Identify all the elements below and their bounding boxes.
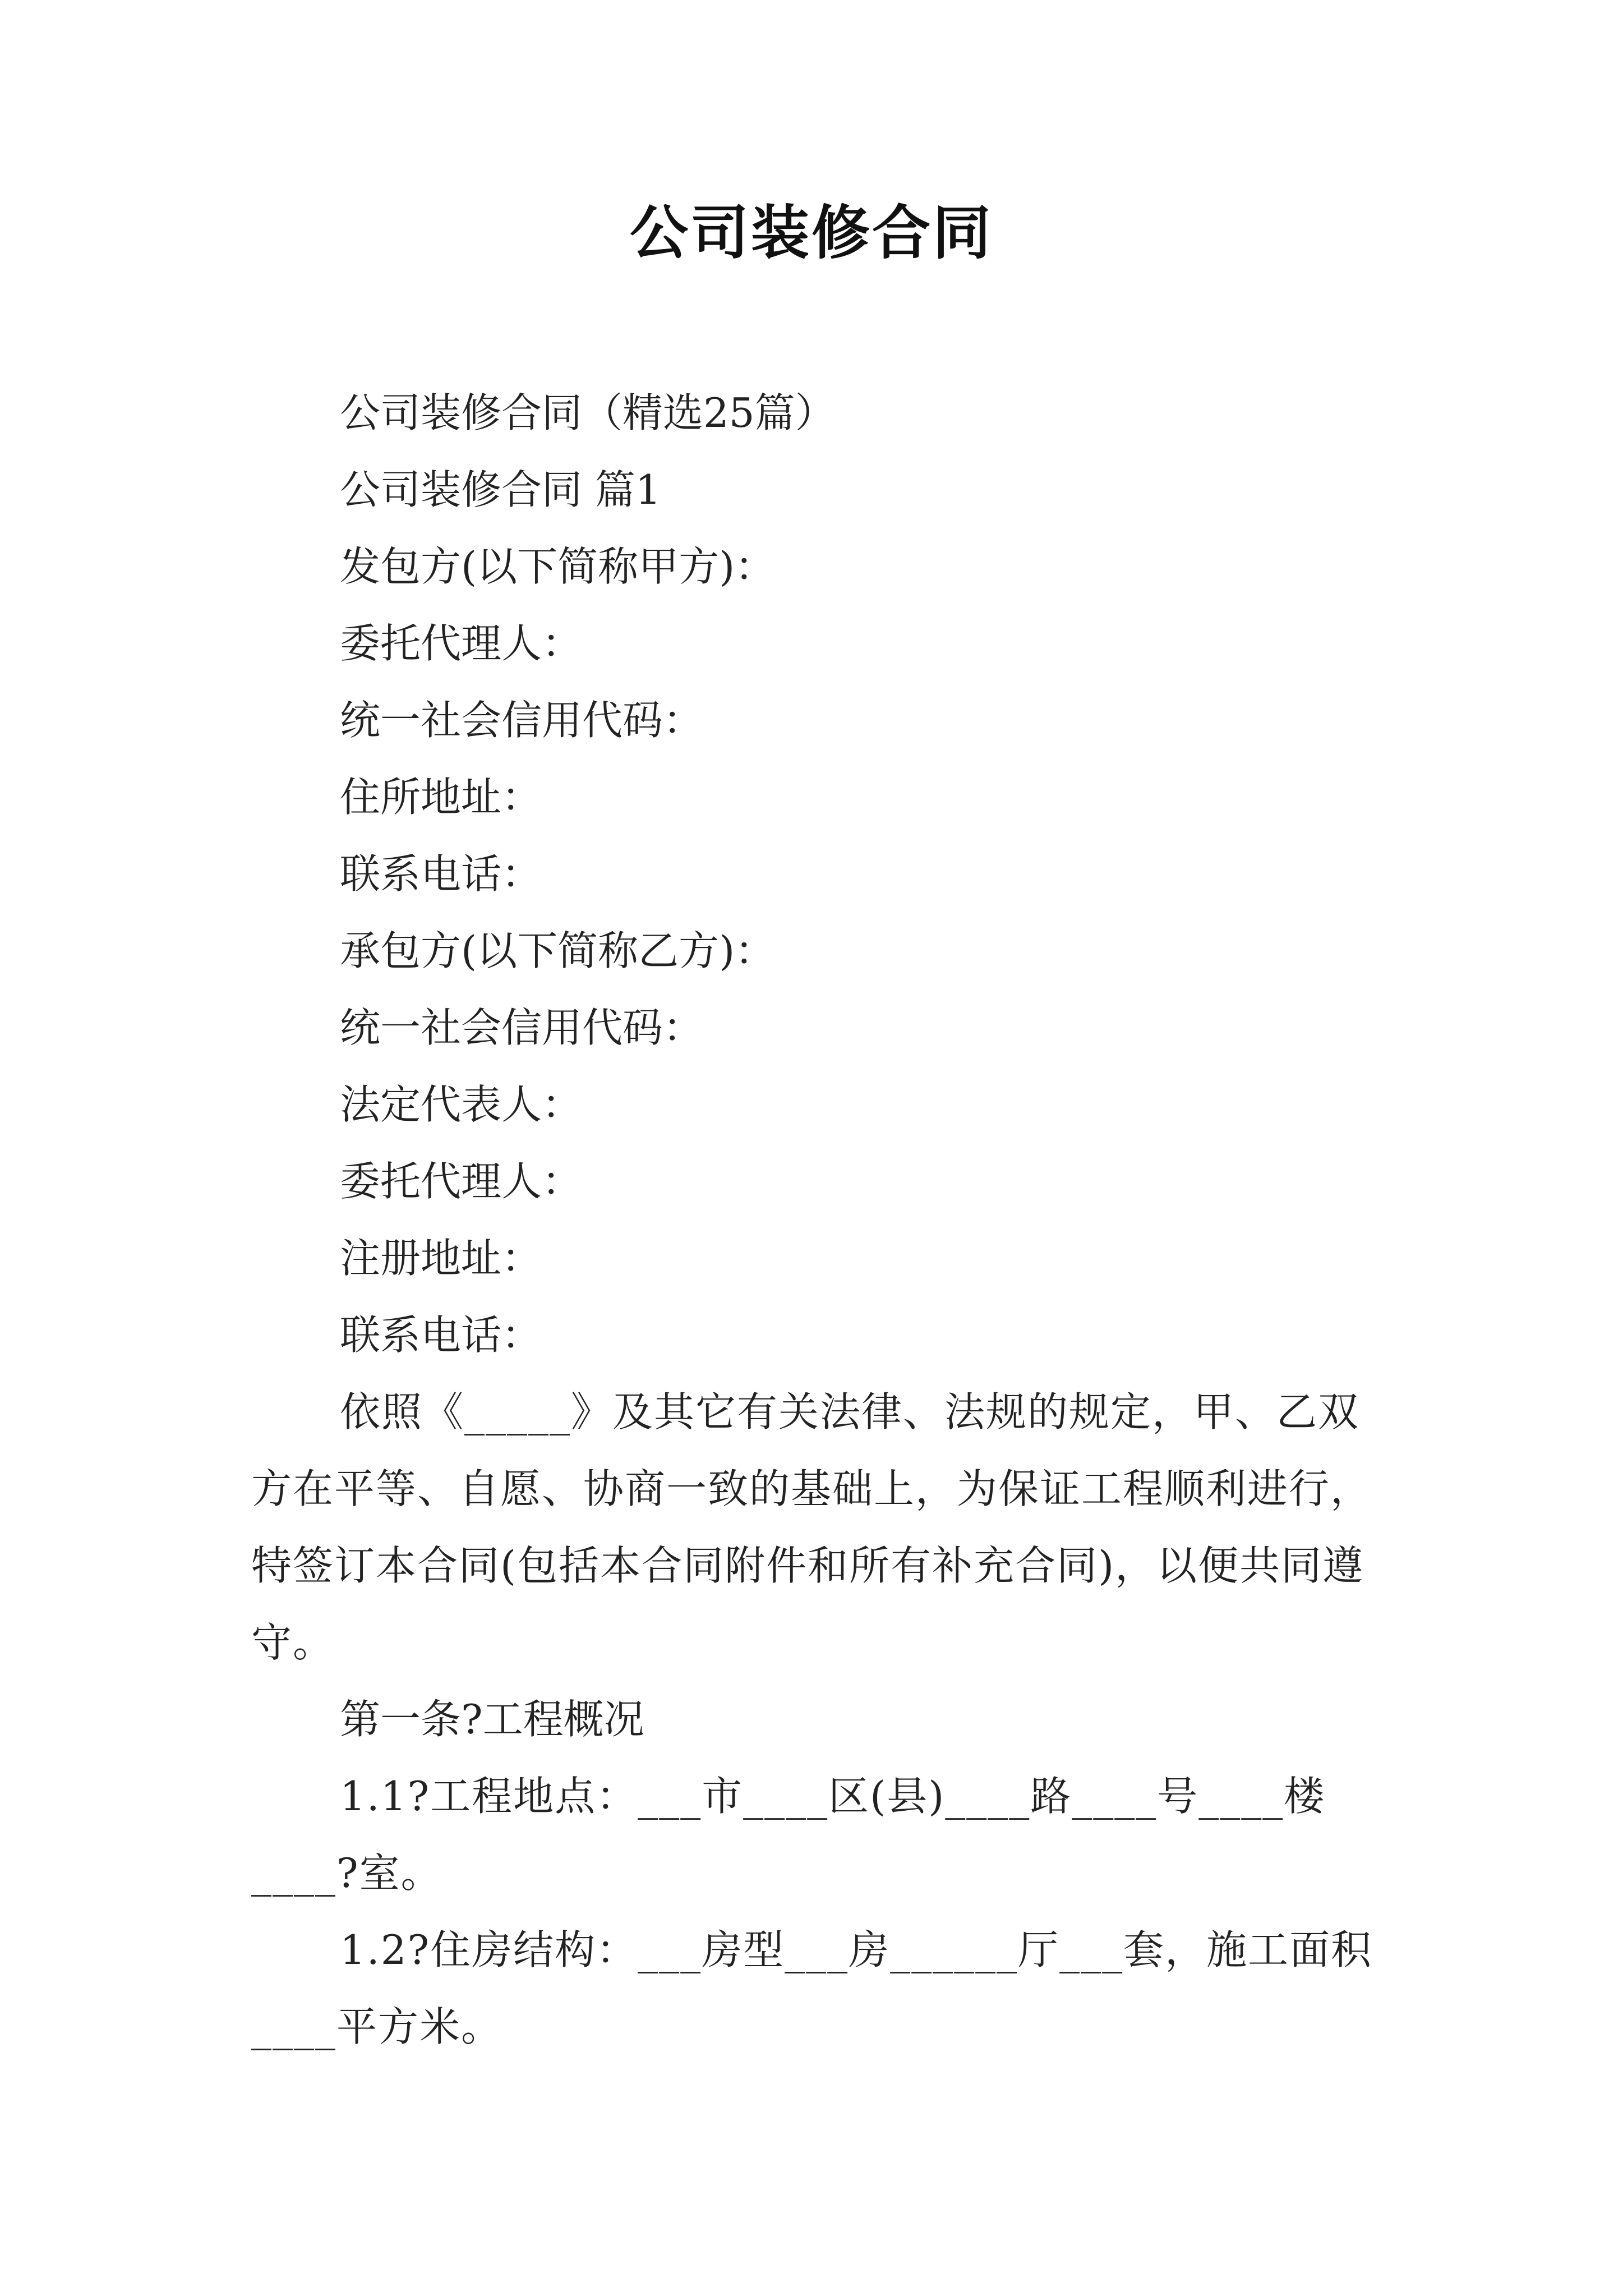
- party-b-agent-field: 委托代理人：: [340, 1158, 583, 1205]
- party-b-legal-rep-field: 法定代表人：: [340, 1081, 583, 1128]
- section-heading: 公司装修合同 篇1: [340, 466, 661, 513]
- article-1-heading: 第一条?工程概况: [340, 1696, 644, 1743]
- clause-1-1-paragraph: 1.1?工程地点：___市____区(县)____路____号____楼____?室。: [251, 1773, 1326, 1897]
- party-b-phone-field: 联系电话：: [340, 1312, 542, 1359]
- clause-1-2-paragraph: 1.2?住房结构：___房型___房______厅___套，施工面积____平方米。: [251, 1926, 1373, 2050]
- party-a-agent-field: 委托代理人：: [340, 620, 583, 667]
- party-b-label: 承包方(以下简称乙方)：: [340, 927, 776, 974]
- party-a-label: 发包方(以下简称甲方)：: [340, 543, 776, 590]
- party-a-credit-code-field: 统一社会信用代码：: [340, 697, 704, 744]
- party-a-address-field: 住所地址：: [340, 774, 542, 821]
- document-title: 公司装修合同: [629, 198, 993, 267]
- document-subtitle: 公司装修合同（精选25篇）: [340, 389, 836, 436]
- preamble-paragraph: 依照《_____》及其它有关法律、法规的规定，甲、乙双方在平等、自愿、协商一致的基础上，为保证工程顺利进行，特签订本合同(包括本合同附件和所有补充合同)，以便共同遵守。: [251, 1388, 1372, 1666]
- party-b-address-field: 注册地址：: [340, 1235, 542, 1282]
- party-a-phone-field: 联系电话：: [340, 850, 542, 898]
- document-body: [251, 375, 1381, 2065]
- party-b-credit-code-field: 统一社会信用代码：: [340, 1004, 704, 1051]
